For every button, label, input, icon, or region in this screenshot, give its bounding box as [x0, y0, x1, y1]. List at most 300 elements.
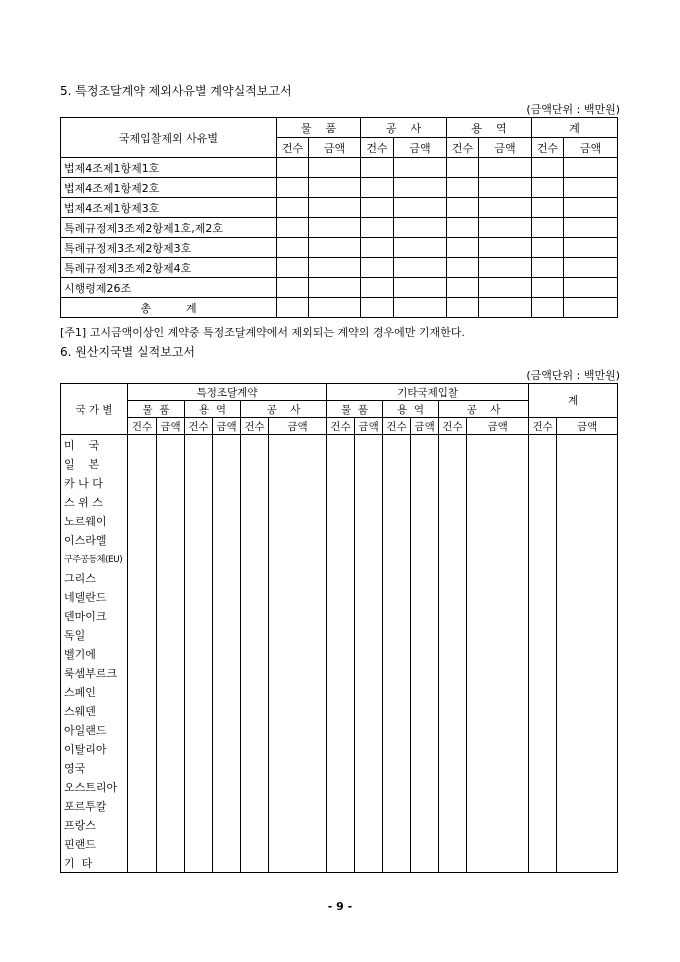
data-cell[interactable] — [157, 796, 185, 815]
data-cell[interactable] — [383, 568, 411, 587]
data-cell[interactable] — [269, 625, 327, 644]
data-cell[interactable] — [557, 492, 618, 511]
data-cell[interactable] — [128, 454, 157, 473]
data-cell[interactable] — [128, 549, 157, 568]
data-cell[interactable] — [383, 511, 411, 530]
data-cell[interactable] — [564, 158, 618, 178]
data-cell[interactable] — [241, 435, 269, 455]
data-cell[interactable] — [529, 530, 557, 549]
data-cell[interactable] — [355, 492, 383, 511]
data-cell[interactable] — [327, 682, 355, 701]
data-cell[interactable] — [327, 758, 355, 777]
data-cell[interactable] — [383, 777, 411, 796]
data-cell[interactable] — [447, 298, 479, 318]
data-cell[interactable] — [411, 815, 439, 834]
data-cell[interactable] — [213, 606, 241, 625]
data-cell[interactable] — [213, 492, 241, 511]
data-cell[interactable] — [269, 777, 327, 796]
data-cell[interactable] — [411, 587, 439, 606]
data-cell[interactable] — [557, 549, 618, 568]
data-cell[interactable] — [383, 853, 411, 873]
data-cell[interactable] — [355, 853, 383, 873]
data-cell[interactable] — [557, 435, 618, 455]
data-cell[interactable] — [355, 663, 383, 682]
data-cell[interactable] — [439, 758, 467, 777]
data-cell[interactable] — [411, 796, 439, 815]
data-cell[interactable] — [309, 198, 361, 218]
data-cell[interactable] — [411, 758, 439, 777]
data-cell[interactable] — [529, 549, 557, 568]
data-cell[interactable] — [557, 815, 618, 834]
data-cell[interactable] — [277, 218, 309, 238]
data-cell[interactable] — [564, 218, 618, 238]
data-cell[interactable] — [241, 625, 269, 644]
data-cell[interactable] — [557, 739, 618, 758]
data-cell[interactable] — [327, 473, 355, 492]
data-cell[interactable] — [467, 682, 529, 701]
data-cell[interactable] — [529, 815, 557, 834]
data-cell[interactable] — [467, 454, 529, 473]
data-cell[interactable] — [309, 278, 361, 298]
data-cell[interactable] — [411, 473, 439, 492]
data-cell[interactable] — [157, 473, 185, 492]
data-cell[interactable] — [241, 663, 269, 682]
data-cell[interactable] — [128, 568, 157, 587]
data-cell[interactable] — [411, 435, 439, 455]
data-cell[interactable] — [213, 720, 241, 739]
data-cell[interactable] — [269, 473, 327, 492]
data-cell[interactable] — [241, 739, 269, 758]
data-cell[interactable] — [213, 473, 241, 492]
data-cell[interactable] — [383, 606, 411, 625]
data-cell[interactable] — [467, 606, 529, 625]
data-cell[interactable] — [327, 606, 355, 625]
data-cell[interactable] — [383, 682, 411, 701]
data-cell[interactable] — [467, 796, 529, 815]
data-cell[interactable] — [564, 278, 618, 298]
data-cell[interactable] — [327, 492, 355, 511]
data-cell[interactable] — [327, 853, 355, 873]
data-cell[interactable] — [529, 777, 557, 796]
data-cell[interactable] — [277, 198, 309, 218]
data-cell[interactable] — [269, 720, 327, 739]
data-cell[interactable] — [439, 644, 467, 663]
data-cell[interactable] — [557, 511, 618, 530]
data-cell[interactable] — [361, 238, 394, 258]
data-cell[interactable] — [394, 218, 447, 238]
data-cell[interactable] — [128, 701, 157, 720]
data-cell[interactable] — [383, 720, 411, 739]
data-cell[interactable] — [439, 663, 467, 682]
data-cell[interactable] — [185, 701, 213, 720]
data-cell[interactable] — [557, 473, 618, 492]
data-cell[interactable] — [411, 682, 439, 701]
data-cell[interactable] — [361, 198, 394, 218]
data-cell[interactable] — [327, 568, 355, 587]
data-cell[interactable] — [467, 568, 529, 587]
data-cell[interactable] — [128, 720, 157, 739]
data-cell[interactable] — [532, 238, 564, 258]
data-cell[interactable] — [327, 777, 355, 796]
data-cell[interactable] — [355, 739, 383, 758]
data-cell[interactable] — [128, 625, 157, 644]
data-cell[interactable] — [447, 278, 479, 298]
data-cell[interactable] — [185, 492, 213, 511]
data-cell[interactable] — [532, 218, 564, 238]
data-cell[interactable] — [157, 853, 185, 873]
data-cell[interactable] — [355, 720, 383, 739]
data-cell[interactable] — [157, 606, 185, 625]
data-cell[interactable] — [128, 834, 157, 853]
data-cell[interactable] — [269, 492, 327, 511]
data-cell[interactable] — [185, 739, 213, 758]
data-cell[interactable] — [185, 530, 213, 549]
data-cell[interactable] — [411, 568, 439, 587]
data-cell[interactable] — [439, 815, 467, 834]
data-cell[interactable] — [309, 218, 361, 238]
data-cell[interactable] — [241, 720, 269, 739]
data-cell[interactable] — [269, 606, 327, 625]
data-cell[interactable] — [157, 435, 185, 455]
data-cell[interactable] — [467, 815, 529, 834]
data-cell[interactable] — [185, 815, 213, 834]
data-cell[interactable] — [529, 625, 557, 644]
data-cell[interactable] — [269, 815, 327, 834]
data-cell[interactable] — [479, 278, 532, 298]
data-cell[interactable] — [355, 435, 383, 455]
data-cell[interactable] — [479, 238, 532, 258]
data-cell[interactable] — [439, 454, 467, 473]
data-cell[interactable] — [467, 777, 529, 796]
data-cell[interactable] — [157, 815, 185, 834]
data-cell[interactable] — [327, 530, 355, 549]
data-cell[interactable] — [355, 777, 383, 796]
data-cell[interactable] — [269, 682, 327, 701]
data-cell[interactable] — [241, 587, 269, 606]
data-cell[interactable] — [467, 834, 529, 853]
data-cell[interactable] — [529, 606, 557, 625]
data-cell[interactable] — [411, 606, 439, 625]
data-cell[interactable] — [529, 739, 557, 758]
data-cell[interactable] — [394, 278, 447, 298]
data-cell[interactable] — [157, 549, 185, 568]
data-cell[interactable] — [355, 625, 383, 644]
data-cell[interactable] — [185, 568, 213, 587]
data-cell[interactable] — [185, 644, 213, 663]
data-cell[interactable] — [241, 682, 269, 701]
data-cell[interactable] — [467, 549, 529, 568]
data-cell[interactable] — [411, 853, 439, 873]
data-cell[interactable] — [529, 511, 557, 530]
data-cell[interactable] — [529, 853, 557, 873]
data-cell[interactable] — [269, 549, 327, 568]
data-cell[interactable] — [128, 682, 157, 701]
data-cell[interactable] — [411, 511, 439, 530]
data-cell[interactable] — [128, 853, 157, 873]
data-cell[interactable] — [394, 238, 447, 258]
data-cell[interactable] — [277, 258, 309, 278]
data-cell[interactable] — [185, 606, 213, 625]
data-cell[interactable] — [355, 758, 383, 777]
data-cell[interactable] — [557, 568, 618, 587]
data-cell[interactable] — [355, 796, 383, 815]
data-cell[interactable] — [213, 587, 241, 606]
data-cell[interactable] — [277, 278, 309, 298]
data-cell[interactable] — [532, 178, 564, 198]
data-cell[interactable] — [383, 435, 411, 455]
data-cell[interactable] — [439, 720, 467, 739]
data-cell[interactable] — [327, 739, 355, 758]
data-cell[interactable] — [157, 625, 185, 644]
data-cell[interactable] — [467, 644, 529, 663]
data-cell[interactable] — [128, 815, 157, 834]
data-cell[interactable] — [411, 625, 439, 644]
data-cell[interactable] — [157, 720, 185, 739]
data-cell[interactable] — [383, 454, 411, 473]
data-cell[interactable] — [557, 834, 618, 853]
data-cell[interactable] — [557, 454, 618, 473]
data-cell[interactable] — [241, 530, 269, 549]
data-cell[interactable] — [564, 198, 618, 218]
data-cell[interactable] — [383, 473, 411, 492]
data-cell[interactable] — [557, 530, 618, 549]
data-cell[interactable] — [128, 530, 157, 549]
data-cell[interactable] — [557, 682, 618, 701]
data-cell[interactable] — [383, 625, 411, 644]
data-cell[interactable] — [361, 278, 394, 298]
data-cell[interactable] — [529, 644, 557, 663]
data-cell[interactable] — [355, 454, 383, 473]
data-cell[interactable] — [128, 492, 157, 511]
data-cell[interactable] — [128, 511, 157, 530]
data-cell[interactable] — [327, 435, 355, 455]
data-cell[interactable] — [532, 158, 564, 178]
data-cell[interactable] — [411, 492, 439, 511]
data-cell[interactable] — [439, 834, 467, 853]
data-cell[interactable] — [532, 198, 564, 218]
data-cell[interactable] — [309, 238, 361, 258]
data-cell[interactable] — [327, 587, 355, 606]
data-cell[interactable] — [213, 739, 241, 758]
data-cell[interactable] — [241, 511, 269, 530]
data-cell[interactable] — [394, 198, 447, 218]
data-cell[interactable] — [327, 796, 355, 815]
data-cell[interactable] — [269, 530, 327, 549]
data-cell[interactable] — [529, 454, 557, 473]
data-cell[interactable] — [529, 701, 557, 720]
data-cell[interactable] — [355, 834, 383, 853]
data-cell[interactable] — [467, 625, 529, 644]
data-cell[interactable] — [479, 298, 532, 318]
data-cell[interactable] — [213, 682, 241, 701]
data-cell[interactable] — [128, 644, 157, 663]
data-cell[interactable] — [269, 568, 327, 587]
data-cell[interactable] — [529, 682, 557, 701]
data-cell[interactable] — [157, 777, 185, 796]
data-cell[interactable] — [557, 853, 618, 873]
data-cell[interactable] — [439, 492, 467, 511]
data-cell[interactable] — [447, 218, 479, 238]
data-cell[interactable] — [529, 568, 557, 587]
data-cell[interactable] — [185, 663, 213, 682]
data-cell[interactable] — [479, 198, 532, 218]
data-cell[interactable] — [241, 454, 269, 473]
data-cell[interactable] — [467, 701, 529, 720]
data-cell[interactable] — [213, 511, 241, 530]
data-cell[interactable] — [529, 834, 557, 853]
data-cell[interactable] — [361, 158, 394, 178]
data-cell[interactable] — [269, 511, 327, 530]
data-cell[interactable] — [467, 492, 529, 511]
data-cell[interactable] — [355, 682, 383, 701]
data-cell[interactable] — [439, 511, 467, 530]
data-cell[interactable] — [277, 158, 309, 178]
data-cell[interactable] — [185, 758, 213, 777]
data-cell[interactable] — [185, 587, 213, 606]
data-cell[interactable] — [529, 435, 557, 455]
data-cell[interactable] — [327, 701, 355, 720]
data-cell[interactable] — [185, 834, 213, 853]
data-cell[interactable] — [309, 298, 361, 318]
data-cell[interactable] — [479, 158, 532, 178]
data-cell[interactable] — [269, 435, 327, 455]
data-cell[interactable] — [157, 663, 185, 682]
data-cell[interactable] — [411, 454, 439, 473]
data-cell[interactable] — [479, 258, 532, 278]
data-cell[interactable] — [467, 720, 529, 739]
data-cell[interactable] — [269, 834, 327, 853]
data-cell[interactable] — [529, 587, 557, 606]
data-cell[interactable] — [383, 739, 411, 758]
data-cell[interactable] — [557, 758, 618, 777]
data-cell[interactable] — [361, 298, 394, 318]
data-cell[interactable] — [157, 530, 185, 549]
data-cell[interactable] — [529, 720, 557, 739]
data-cell[interactable] — [383, 758, 411, 777]
data-cell[interactable] — [269, 758, 327, 777]
data-cell[interactable] — [557, 625, 618, 644]
data-cell[interactable] — [439, 777, 467, 796]
data-cell[interactable] — [185, 473, 213, 492]
data-cell[interactable] — [157, 701, 185, 720]
data-cell[interactable] — [213, 758, 241, 777]
data-cell[interactable] — [467, 587, 529, 606]
data-cell[interactable] — [355, 530, 383, 549]
data-cell[interactable] — [213, 663, 241, 682]
data-cell[interactable] — [383, 492, 411, 511]
data-cell[interactable] — [309, 258, 361, 278]
data-cell[interactable] — [467, 853, 529, 873]
data-cell[interactable] — [479, 218, 532, 238]
data-cell[interactable] — [327, 663, 355, 682]
data-cell[interactable] — [241, 815, 269, 834]
data-cell[interactable] — [411, 720, 439, 739]
data-cell[interactable] — [241, 644, 269, 663]
data-cell[interactable] — [309, 178, 361, 198]
data-cell[interactable] — [557, 777, 618, 796]
data-cell[interactable] — [532, 258, 564, 278]
data-cell[interactable] — [439, 701, 467, 720]
data-cell[interactable] — [361, 218, 394, 238]
data-cell[interactable] — [383, 663, 411, 682]
data-cell[interactable] — [327, 720, 355, 739]
data-cell[interactable] — [532, 298, 564, 318]
data-cell[interactable] — [439, 435, 467, 455]
data-cell[interactable] — [394, 298, 447, 318]
data-cell[interactable] — [355, 549, 383, 568]
data-cell[interactable] — [128, 777, 157, 796]
data-cell[interactable] — [185, 853, 213, 873]
data-cell[interactable] — [213, 435, 241, 455]
data-cell[interactable] — [157, 644, 185, 663]
data-cell[interactable] — [411, 777, 439, 796]
data-cell[interactable] — [213, 568, 241, 587]
data-cell[interactable] — [557, 720, 618, 739]
data-cell[interactable] — [269, 739, 327, 758]
data-cell[interactable] — [467, 473, 529, 492]
data-cell[interactable] — [213, 644, 241, 663]
data-cell[interactable] — [327, 815, 355, 834]
data-cell[interactable] — [355, 511, 383, 530]
data-cell[interactable] — [241, 606, 269, 625]
data-cell[interactable] — [269, 796, 327, 815]
data-cell[interactable] — [157, 682, 185, 701]
data-cell[interactable] — [564, 238, 618, 258]
data-cell[interactable] — [309, 158, 361, 178]
data-cell[interactable] — [185, 625, 213, 644]
data-cell[interactable] — [157, 511, 185, 530]
data-cell[interactable] — [411, 530, 439, 549]
data-cell[interactable] — [383, 587, 411, 606]
data-cell[interactable] — [447, 178, 479, 198]
data-cell[interactable] — [439, 796, 467, 815]
data-cell[interactable] — [269, 853, 327, 873]
data-cell[interactable] — [327, 625, 355, 644]
data-cell[interactable] — [327, 454, 355, 473]
data-cell[interactable] — [327, 549, 355, 568]
data-cell[interactable] — [361, 178, 394, 198]
data-cell[interactable] — [383, 644, 411, 663]
data-cell[interactable] — [213, 815, 241, 834]
data-cell[interactable] — [564, 258, 618, 278]
data-cell[interactable] — [269, 454, 327, 473]
data-cell[interactable] — [383, 815, 411, 834]
data-cell[interactable] — [355, 473, 383, 492]
data-cell[interactable] — [128, 473, 157, 492]
data-cell[interactable] — [557, 644, 618, 663]
data-cell[interactable] — [128, 758, 157, 777]
data-cell[interactable] — [213, 777, 241, 796]
data-cell[interactable] — [564, 178, 618, 198]
data-cell[interactable] — [241, 492, 269, 511]
data-cell[interactable] — [241, 853, 269, 873]
data-cell[interactable] — [411, 834, 439, 853]
data-cell[interactable] — [213, 549, 241, 568]
data-cell[interactable] — [447, 238, 479, 258]
data-cell[interactable] — [241, 796, 269, 815]
data-cell[interactable] — [447, 158, 479, 178]
data-cell[interactable] — [157, 492, 185, 511]
data-cell[interactable] — [241, 568, 269, 587]
data-cell[interactable] — [355, 568, 383, 587]
data-cell[interactable] — [532, 278, 564, 298]
data-cell[interactable] — [439, 587, 467, 606]
data-cell[interactable] — [394, 158, 447, 178]
data-cell[interactable] — [269, 663, 327, 682]
data-cell[interactable] — [529, 796, 557, 815]
data-cell[interactable] — [479, 178, 532, 198]
data-cell[interactable] — [241, 473, 269, 492]
